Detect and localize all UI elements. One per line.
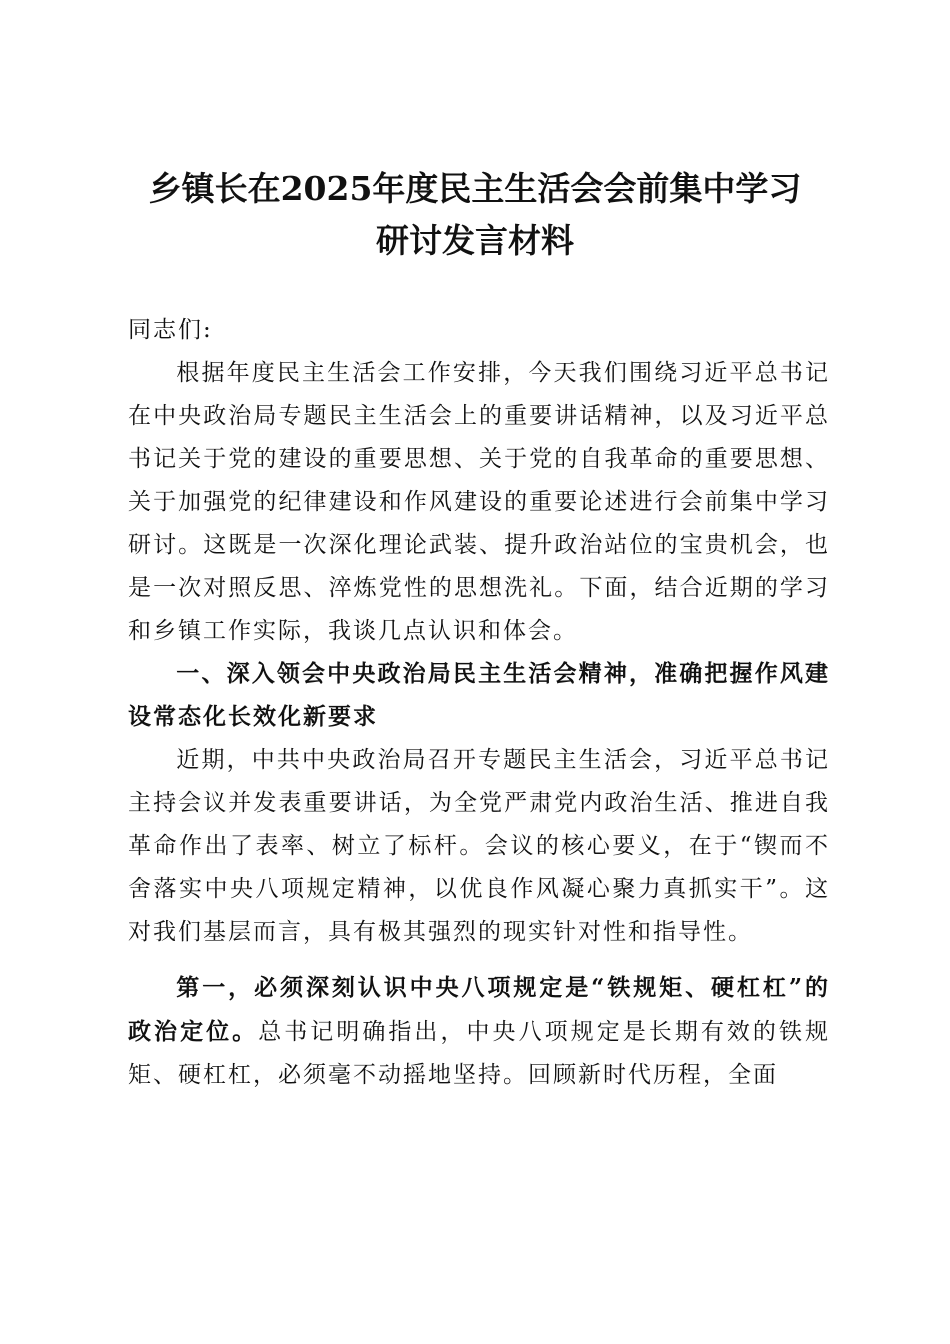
point-1-text: 总书记明确指出，中央八项规定是长期有效的铁规矩、硬杠杠，必须毫不动摇地坚持。回顾新时代历程，全面 <box>128 1019 831 1088</box>
title-line-2: 研讨发言材料 <box>376 221 574 260</box>
document-title <box>100 163 850 267</box>
section-heading-1: 一、深入领会中央政治局民主生活会精神，准确把握作风建设常态化长效化新要求 <box>128 661 830 730</box>
intro-paragraph: 根据年度民主生活会工作安排，今天我们围绕习近平总书记在中央政治局专题民主生活会上的重要讲话精神，以及习近平总书记关于党的建设的重要思想、关于党的自我革命的重要思想、关于加强党的纪律建设和作风建设的重要论述进行会前集中学习研讨。这既是一次深化理论武装、提升政治站位的宝贵机会，也是一次对照反思、淬炼党性的思想洗礼。下面，结合近期的学习和乡镇工作实际，我谈几点认识和体会。 <box>128 360 830 644</box>
point-1-paragraph <box>128 966 830 1097</box>
title-line-1: 乡镇长在2025年度民主生活会会前集中学习 <box>148 169 802 208</box>
document-body <box>128 309 830 1097</box>
point-1-lead: 第一，必须深刻认识中央八项规定是“铁规矩、硬杠杠”的政治定位。 <box>128 974 830 1045</box>
salutation: 同志们: <box>128 317 213 343</box>
section-1-paragraph: 近期，中共中央政治局召开专题民主生活会，习近平总书记主持会议并发表重要讲话，为全党严肃党内政治生活、推进自我革命作出了表率、树立了标杆。会议的核心要义，在于“锲而不舍落实中央八项规定精神，以优良作风凝心聚力真抓实干”。这对我们基层而言，具有极其强烈的现实针对性和指导性。 <box>128 747 830 945</box>
